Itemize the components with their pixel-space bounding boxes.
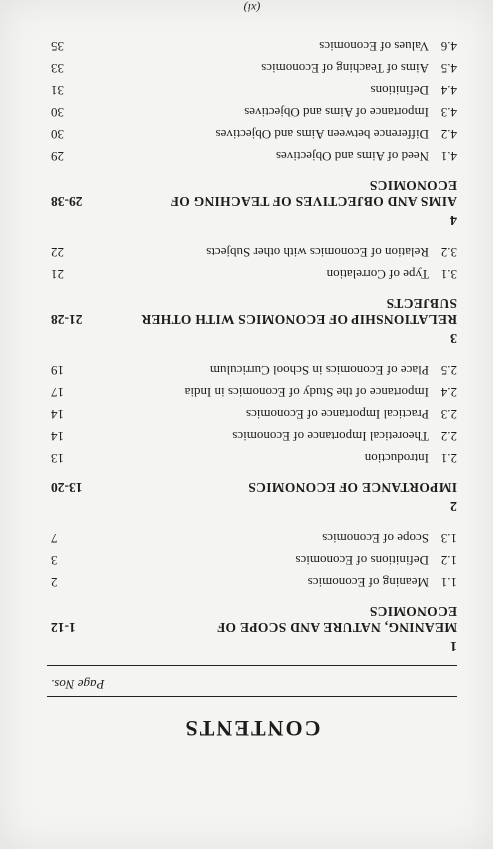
entry-number: 4.2 xyxy=(440,127,457,142)
entry-page: 31 xyxy=(51,83,64,98)
toc-entry xyxy=(47,145,457,167)
entry-title: Scope of Economics xyxy=(322,531,429,546)
entry-title: Theoretical Importance of Economics xyxy=(232,429,429,444)
unit-page-range: 21-28 xyxy=(51,312,83,327)
header-divider xyxy=(47,665,457,666)
entry-title: Type of Correlation xyxy=(326,267,429,282)
toc-entry xyxy=(47,263,457,285)
unit-section xyxy=(47,241,457,345)
page-folio: (xi) xyxy=(243,1,261,15)
unit-number: 4 xyxy=(450,212,457,227)
entry-page: 35 xyxy=(51,39,64,54)
toc-entry xyxy=(47,571,457,593)
unit-heading: RELATIONSHIP OF ECONOMICS WITH OTHER SUBJECTS xyxy=(141,296,457,327)
toc-entry xyxy=(47,403,457,425)
unit-heading: IMPORTANCE OF ECONOMICS xyxy=(248,480,457,495)
entry-page: 22 xyxy=(51,245,64,260)
toc-entry xyxy=(47,425,457,447)
toc-entry xyxy=(47,101,457,123)
contents-page xyxy=(47,0,457,817)
entry-page: 30 xyxy=(51,105,64,120)
entry-number: 1.1 xyxy=(440,575,457,590)
entry-number: 2.3 xyxy=(440,407,457,422)
entry-page: 29 xyxy=(51,149,64,164)
unit-page-range: 13-20 xyxy=(51,480,83,495)
entry-title: Practical Importance of Economics xyxy=(245,407,429,422)
unit-section xyxy=(47,359,457,513)
unit-number: 1 xyxy=(450,638,457,653)
unit-number: 3 xyxy=(450,330,457,345)
entry-title: Importance of Aims and Objectives xyxy=(244,105,429,120)
entry-page: 21 xyxy=(51,267,64,282)
page-nos-label: Page Nos. xyxy=(51,677,105,692)
entry-page: 17 xyxy=(51,385,64,400)
entry-title: Introduction xyxy=(364,451,429,466)
entry-page: 33 xyxy=(51,61,64,76)
toc-entry xyxy=(47,381,457,403)
entry-title: Meaning of Economics xyxy=(307,575,429,590)
toc-entry xyxy=(47,527,457,549)
toc-entry xyxy=(47,79,457,101)
toc-entry xyxy=(47,57,457,79)
unit-page-range: 29-38 xyxy=(51,194,83,209)
toc-entry xyxy=(47,241,457,263)
toc-entry xyxy=(47,549,457,571)
unit-heading-row xyxy=(47,479,457,495)
unit-heading-row xyxy=(47,177,457,209)
entry-number: 2.2 xyxy=(440,429,457,444)
entry-title: Need of Aims and Objectives xyxy=(275,149,429,164)
entry-page: 7 xyxy=(51,531,58,546)
entry-page: 14 xyxy=(51,429,64,444)
unit-section xyxy=(47,527,457,653)
entry-page: 13 xyxy=(51,451,64,466)
entry-number: 3.2 xyxy=(440,245,457,260)
toc-entry xyxy=(47,35,457,57)
entry-title: Importance of the Study of Economics in India xyxy=(184,385,429,400)
entry-title: Definitions of Economics xyxy=(295,553,429,568)
unit-section xyxy=(47,35,457,227)
entry-page: 14 xyxy=(51,407,64,422)
unit-number: 2 xyxy=(450,498,457,513)
entry-page: 19 xyxy=(51,363,64,378)
unit-heading-row xyxy=(47,603,457,635)
entry-page: 3 xyxy=(51,553,58,568)
entry-number: 1.2 xyxy=(440,553,457,568)
entry-number: 4.6 xyxy=(440,39,457,54)
entry-title: Aims of Teaching of Economics xyxy=(261,61,429,76)
unit-heading-row xyxy=(47,295,457,327)
toc-entry xyxy=(47,123,457,145)
entry-page: 2 xyxy=(51,575,58,590)
entry-title: Difference between Aims and Objectives xyxy=(215,127,429,142)
toc-entry xyxy=(47,447,457,469)
top-rule xyxy=(47,696,457,697)
entry-page: 30 xyxy=(51,127,64,142)
entry-number: 4.1 xyxy=(440,149,457,164)
entry-title: Definitions xyxy=(370,83,429,98)
entry-title: Values of Economics xyxy=(319,39,429,54)
unit-heading: AIMS AND OBJECTIVES OF TEACHING OF ECONOMICS xyxy=(170,178,457,209)
unit-heading: MEANING, NATURE AND SCOPE OF ECONOMICS xyxy=(217,604,457,635)
unit-page-range: 1-12 xyxy=(51,620,76,635)
entry-number: 4.3 xyxy=(440,105,457,120)
entry-number: 1.3 xyxy=(440,531,457,546)
units-list xyxy=(47,35,457,653)
entry-number: 4.5 xyxy=(440,61,457,76)
entry-number: 4.4 xyxy=(440,83,457,98)
entry-number: 2.1 xyxy=(440,451,457,466)
toc-entry xyxy=(47,359,457,381)
entry-title: Place of Economics in School Curriculum xyxy=(209,363,429,378)
entry-number: 3.1 xyxy=(440,267,457,282)
entry-number: 2.4 xyxy=(440,385,457,400)
entry-title: Relation of Economics with other Subjects xyxy=(206,245,429,260)
entry-number: 2.5 xyxy=(440,363,457,378)
page-title: CONTENTS xyxy=(183,716,321,741)
